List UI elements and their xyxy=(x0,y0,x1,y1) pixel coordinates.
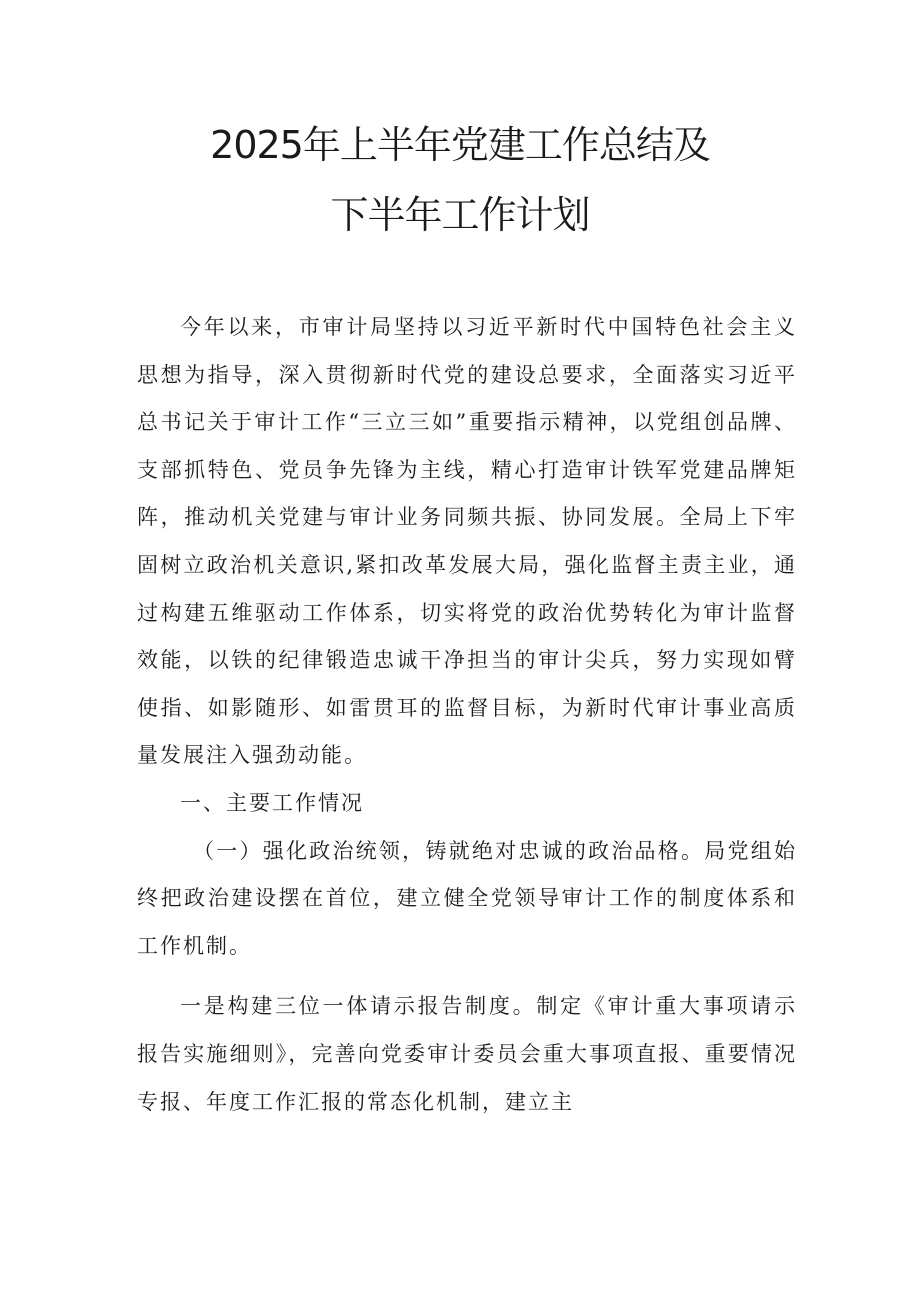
document-title-line-1: 2025年上半年党建工作总结及 xyxy=(210,123,710,167)
paragraph-gap xyxy=(137,970,797,983)
item-paragraph: 一是构建三位一体请示报告制度。制定《审计重大事项请示报告实施细则》，完善向党委审计委员会重大事项直报、重要情况专报、年度工作汇报的常态化机制，建立主 xyxy=(137,994,797,1114)
document-title-line-2: 下半年工作计划 xyxy=(330,193,590,237)
sub-section-paragraph: （一）强化政治统领，铸就绝对忠诚的政治品格。局党组始终把政治建设摆在首位，建立健全党领导审计工作的制度体系和工作机制。 xyxy=(137,838,797,958)
document-body xyxy=(137,304,797,1126)
section-heading: 一、主要工作情况 xyxy=(180,790,364,815)
intro-paragraph: 今年以来，市审计局坚持以习近平新时代中国特色社会主义思想为指导，深入贯彻新时代党的建设总要求，全面落实习近平总书记关于审计工作“三立三如”重要指示精神，以党组创品牌、支部抓特色、党员争先锋为主线，精心打造审计铁军党建品牌矩阵，推动机关党建与审计业务同频共振、协同发展。全局上下牢固树立政治机关意识,紧扣改革发展大局，强化监督主责主业，通过构建五维驱动工作体系，切实将党的政治优势转化为审计监督效能，以铁的纪律锻造忠诚干净担当的审计尖兵，努力实现如臂使指、如影随形、如雷贯耳的监督目标，为新时代审计事业高质量发展注入强劲动能。 xyxy=(137,315,797,768)
